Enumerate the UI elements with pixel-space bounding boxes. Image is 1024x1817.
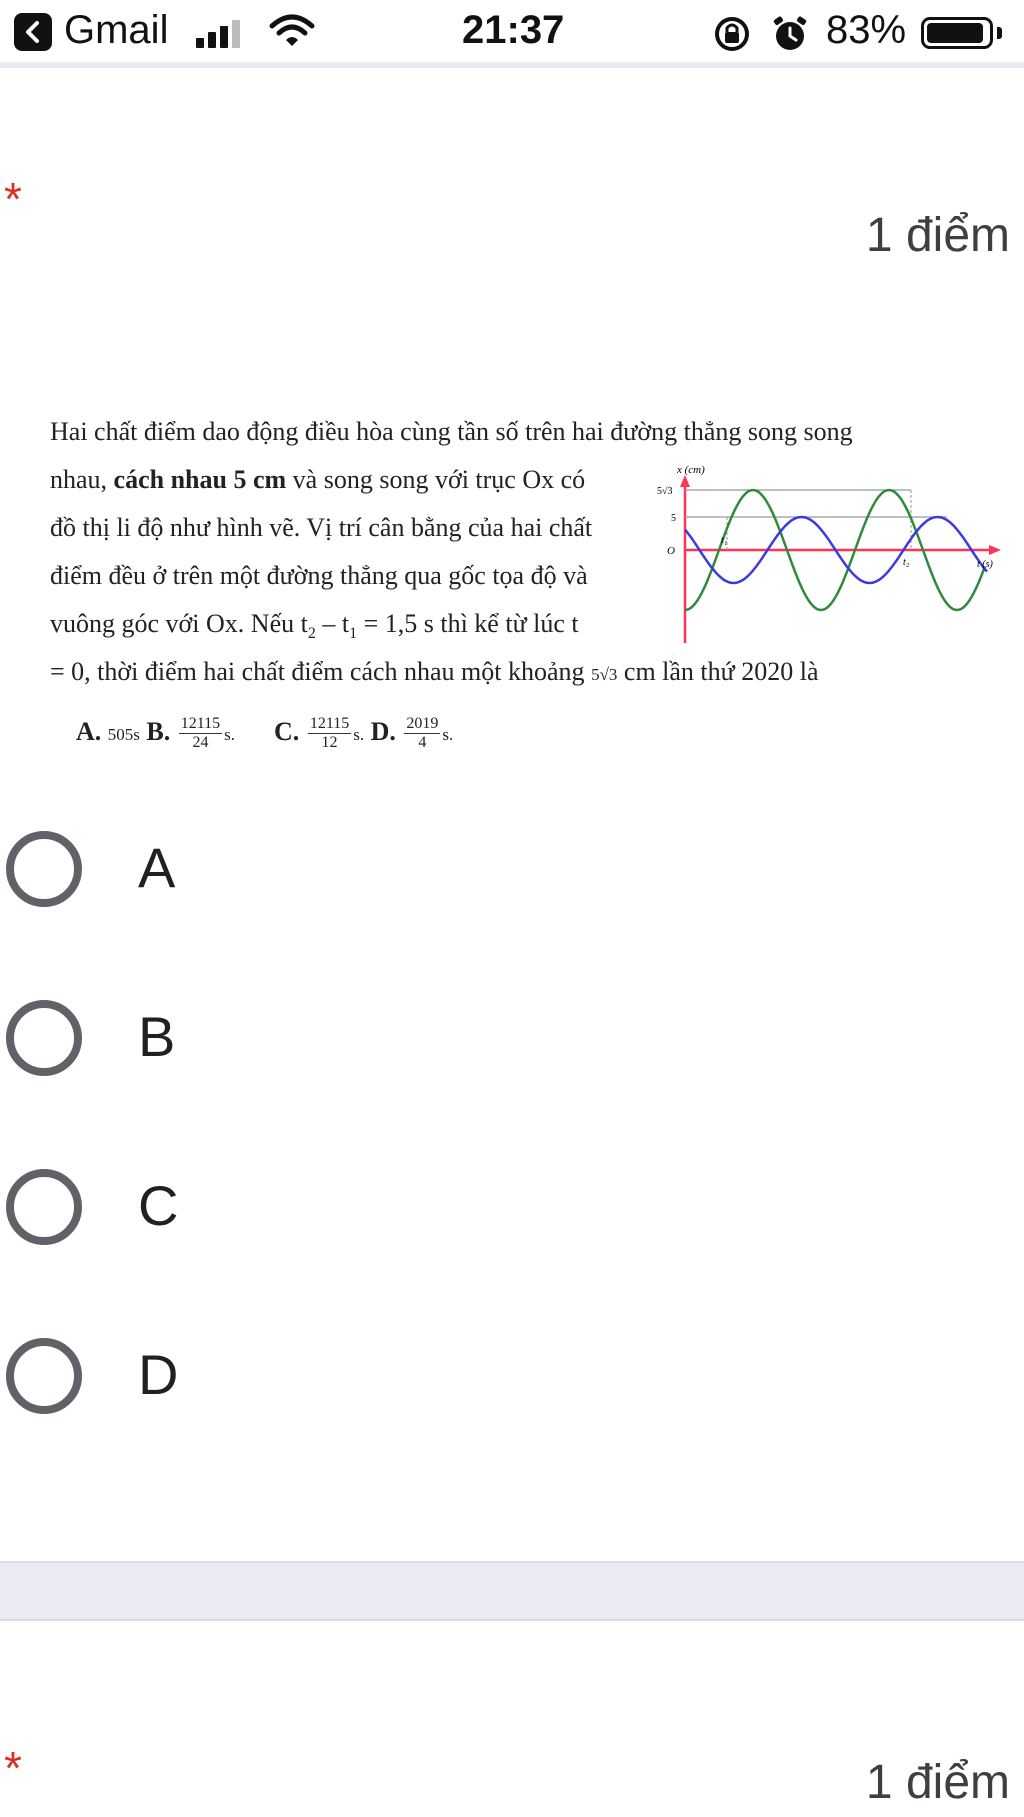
back-to-app-button[interactable] <box>14 13 52 51</box>
alarm-icon <box>770 14 810 54</box>
origin-label: O <box>667 545 675 557</box>
status-bar <box>0 0 1024 66</box>
y-tick-top: 5√3 <box>657 486 673 497</box>
question-line-2: nhau, cách nhau 5 cm và song song với trục Ox có <box>50 465 586 494</box>
clock-time: 21:37 <box>462 8 565 52</box>
back-app-name[interactable]: Gmail <box>64 8 169 52</box>
battery-tip <box>997 27 1002 39</box>
option-b[interactable] <box>0 982 1024 1102</box>
option-label[interactable]: D <box>138 1343 179 1406</box>
wifi-icon <box>270 14 314 48</box>
question-line-1: Hai chất điểm dao động điều hòa cùng tần số trên hai đường thẳng song song <box>50 417 853 446</box>
battery-icon <box>921 17 993 49</box>
answer-choices-row: A. 505s B. $\frac{12115}{24}$ s. C. $\frac{12115}{12}$ s. D. $\frac{2019}{4}$ s. <box>76 715 454 752</box>
required-mark-2: * <box>4 1742 22 1794</box>
t1-label: t₁ <box>721 535 728 546</box>
chevron-left-icon <box>23 21 43 43</box>
option-a[interactable] <box>0 813 1024 933</box>
battery-percent: 83% <box>826 8 907 52</box>
question-2-points: 1 điểm <box>865 1756 1010 1809</box>
option-label[interactable]: B <box>138 1005 176 1068</box>
cellular-signal-icon <box>196 20 248 48</box>
question-divider <box>0 1563 1024 1619</box>
question-points: 1 điểm <box>865 209 1010 262</box>
rotation-lock-icon <box>712 14 752 54</box>
displacement-graph <box>657 464 1005 655</box>
radio-button[interactable] <box>6 1338 82 1414</box>
option-label[interactable]: C <box>138 1174 179 1237</box>
question-divider-bottom <box>0 1619 1024 1621</box>
question-image <box>40 405 1010 765</box>
question-line-5: vuông góc với Ox. Nếu $t_2 - t_1 = 1,5$ s thì kể từ lúc t <box>50 609 579 642</box>
x-axis-arrow <box>989 545 1001 555</box>
question-line-3: đồ thị li độ như hình vẽ. Vị trí cân bằng của hai chất <box>50 513 593 542</box>
question-line-6: = 0, thời điểm hai chất điểm cách nhau một khoảng 5√3 cm lần thứ 2020 là <box>50 657 819 686</box>
option-label[interactable]: A <box>138 836 176 899</box>
t2-label: t₂ <box>903 557 910 568</box>
radio-button[interactable] <box>6 1000 82 1076</box>
header-divider <box>0 62 1024 68</box>
option-d[interactable] <box>0 1320 1024 1440</box>
required-mark: * <box>4 173 22 225</box>
option-c[interactable] <box>0 1151 1024 1271</box>
y-tick-mid: 5 <box>671 513 676 524</box>
y-axis-label: x (cm) <box>677 464 705 476</box>
radio-button[interactable] <box>6 831 82 907</box>
question-line-4: điểm đều ở trên một đường thẳng qua gốc tọa độ và <box>50 561 588 590</box>
x-axis-label: t (s) <box>977 559 993 570</box>
y-axis-arrow <box>680 475 690 487</box>
radio-button[interactable] <box>6 1169 82 1245</box>
